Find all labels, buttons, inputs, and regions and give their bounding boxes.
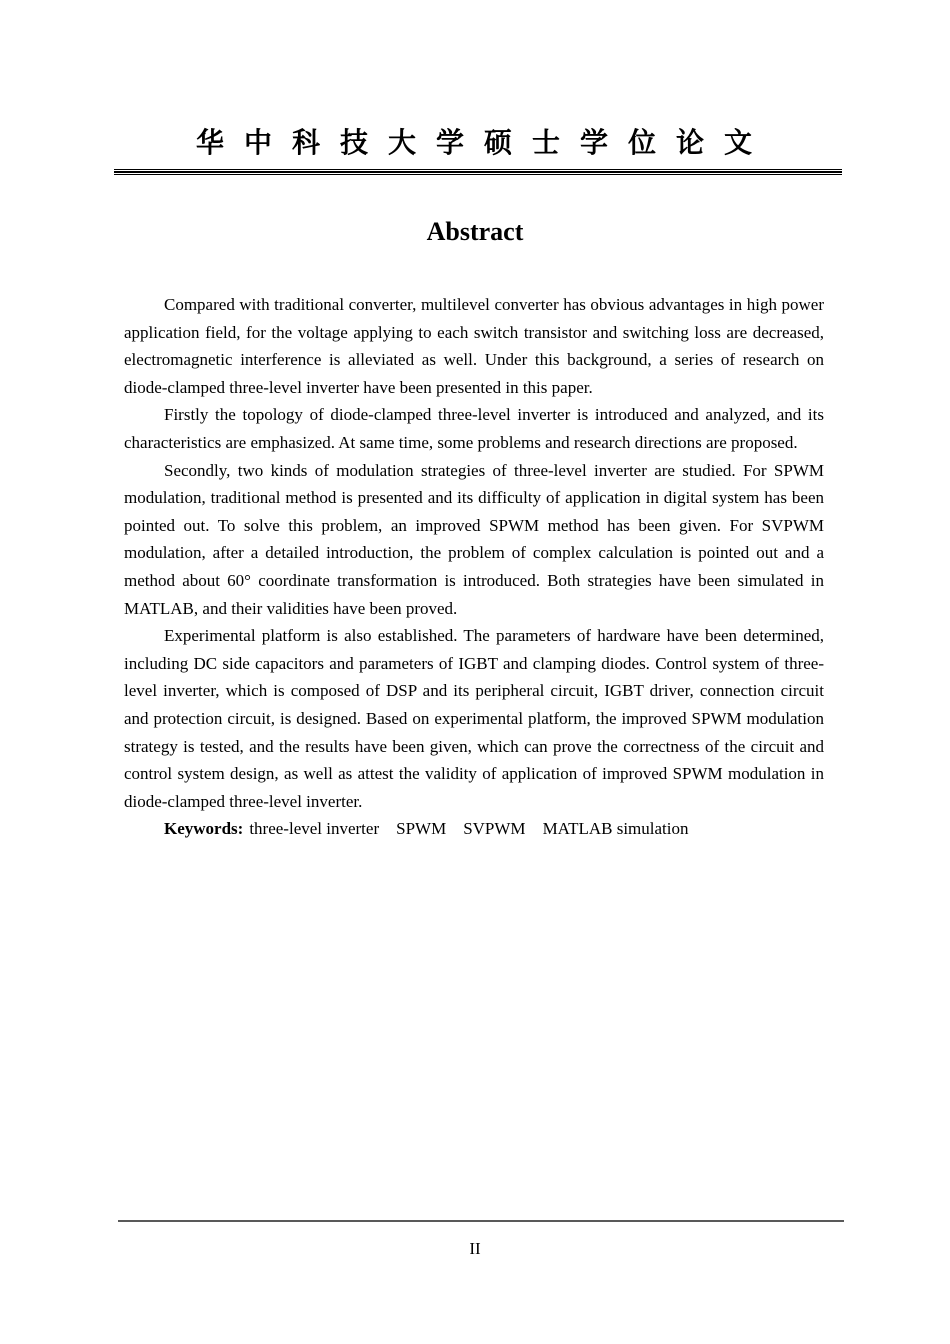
thesis-header-title: 华 中 科 技 大 学 硕 士 学 位 论 文 <box>195 128 754 159</box>
footer-rule <box>118 1220 844 1222</box>
header-rule-thin-top <box>114 169 842 170</box>
keyword-item-3: SVPWM <box>463 819 526 839</box>
header-rule-thin-bottom <box>114 174 842 175</box>
keyword-item-2: SPWM <box>396 819 447 839</box>
abstract-body <box>124 291 824 843</box>
keyword-item-4: MATLAB simulation <box>542 819 689 839</box>
abstract-paragraph-1: Compared with traditional converter, multilevel converter has obvious advantages in high power application field, for the voltage applying to each switch transistor and switching loss are decreased, electromagnetic interference is alleviated as well. Under this background, a series of research on diode-clamped three-level inverter have been presented in this paper. <box>124 295 824 397</box>
abstract-paragraph-3: Secondly, two kinds of modulation strategies of three-level inverter are studied. For SPWM modulation, traditional method is presented and its difficulty of application in digital system has been pointed out. To solve this problem, an improved SPWM method has been given. For SVPWM modulation, after a detailed introduction, the problem of complex calculation is pointed out and a method about 60° coordinate transformation is introduced. Both strategies have been simulated in MATLAB, and their validities have been proved. <box>124 460 824 618</box>
header-rule-thick-middle <box>114 171 842 173</box>
abstract-title: Abstract <box>426 217 524 246</box>
page-number: II <box>469 1239 481 1258</box>
abstract-paragraph-4: Experimental platform is also established. The parameters of hardware have been determined, including DC side capacitors and parameters of IGBT and clamping diodes. Control system of three-level inverter, which is composed of DSP and its peripheral circuit, IGBT driver, connection circuit and protection circuit, is designed. Based on experimental platform, the improved SPWM modulation strategy is tested, and the results have been given, which can prove the correctness of the circuit and control system design, as well as attest the validity of application of improved SPWM modulation in diode-clamped three-level inverter. <box>124 626 824 811</box>
keywords-label: Keywords: <box>164 819 244 839</box>
header-rule <box>114 169 842 175</box>
keyword-item-1: three-level inverter <box>249 819 380 839</box>
keywords-line <box>124 815 824 843</box>
abstract-paragraph-2: Firstly the topology of diode-clamped three-level inverter is introduced and analyzed, and its characteristics are emphasized. At same time, some problems and research directions are proposed. <box>124 405 824 452</box>
